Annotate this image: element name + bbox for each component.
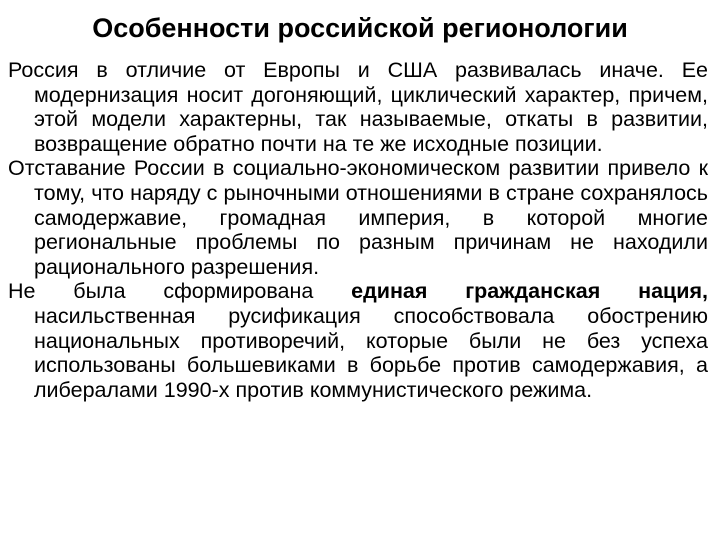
slide-title: Особенности российской регионологии — [92, 13, 628, 43]
paragraph-nation-start: Не была сформирована — [8, 279, 352, 304]
slide-body — [8, 58, 708, 402]
bold-phrase-civil-nation: единая гражданская нация, — [351, 279, 708, 304]
paragraph-modernization: Россия в отличие от Европы и США развивалась иначе. Ее модернизация носит догоняющий, циклический характер, причем, этой модели характерны, так называемые, откаты в развитии, возвращение обратно почти на те же исходные позиции. — [8, 58, 708, 156]
paragraph-nation-end: насильственная русификация способствовала обострению национальных противоречий, которые были не без успеха использованы большевиками в борьбе против самодержавия, а либералами 1990-х против коммунистического режима. — [34, 303, 708, 402]
paragraph-nation — [8, 279, 708, 402]
paragraph-lag: Отставание России в социально-экономическом развитии привело к тому, что наряду с рыночными отношениями в стране сохранялось самодержавие, громадная империя, в которой многие региональные проблемы по разным причинам не находили рационального разрешения. — [8, 156, 708, 279]
